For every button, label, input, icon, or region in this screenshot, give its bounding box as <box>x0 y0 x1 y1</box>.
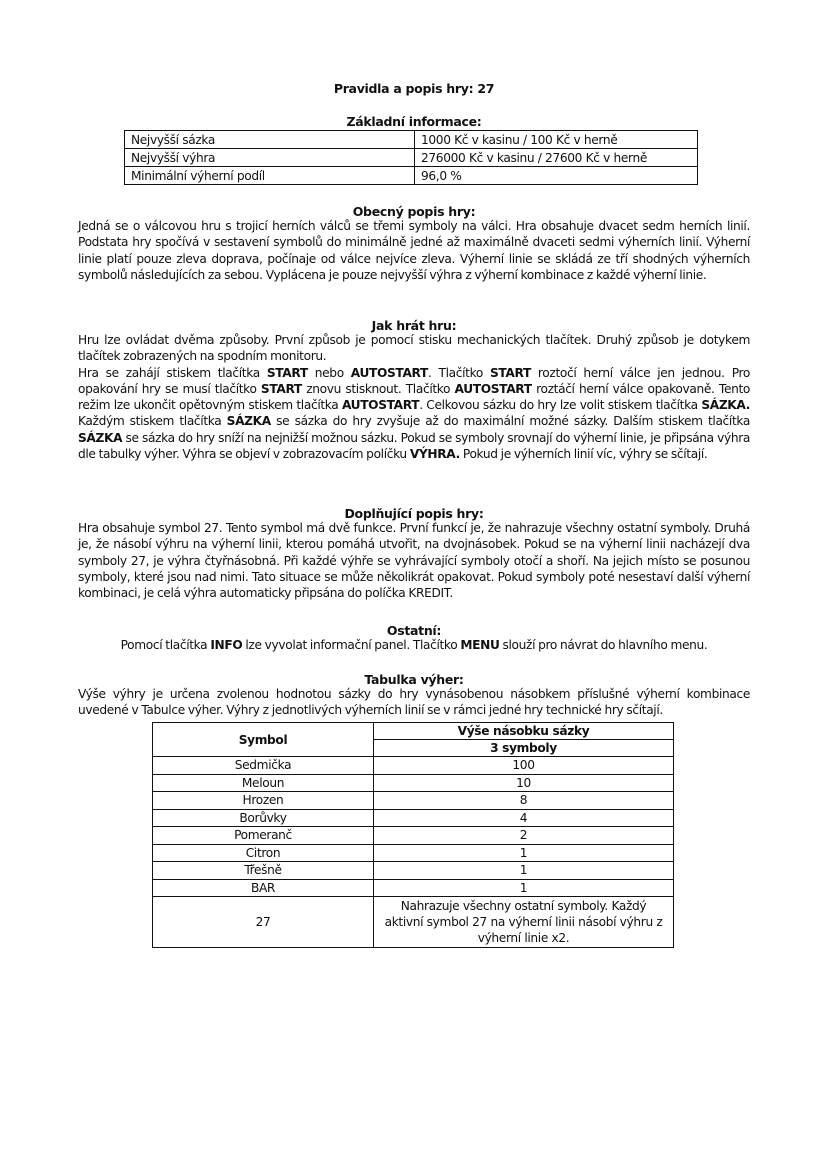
info-label: Nejvyšší sázka <box>125 131 415 149</box>
symbol-cell: Citron <box>153 844 374 862</box>
table-row <box>153 827 674 845</box>
value-cell: 1 <box>374 862 674 880</box>
value-cell: 8 <box>374 792 674 810</box>
symbol-cell: Sedmička <box>153 757 374 775</box>
info-label: Minimální výherní podíl <box>125 167 415 185</box>
basic-info-table <box>124 130 698 185</box>
how-to-play-text <box>78 332 750 462</box>
table-row <box>153 792 674 810</box>
symbol-cell: Meloun <box>153 774 374 792</box>
value-cell: 100 <box>374 757 674 775</box>
general-text: Jedná se o válcovou hru s trojicí herních válců se třemi symboly na válci. Hra obsahuje dvacet sedm herních linií. Podstata hry spočívá v sestavení symbolů do minimálně jedné až maximálně dvaceti sedmi výherních linií. Výherní linie platí pouze zleva doprava, počínaje od válce nejvíce zleva. Výherní linie se skládá ze tří shodných výherních symbolů následujících za sebou. Vyplácena je pouze nejvyšší výhra z výherní kombinace z každé výherní linie. <box>78 219 750 282</box>
info-value: 276000 Kč v kasinu / 27600 Kč v herně <box>415 149 698 167</box>
col-sub-header: 3 symboly <box>374 740 674 757</box>
table-row <box>125 131 698 149</box>
how-to-play-p2: Hra se zahájí stiskem tlačítka START nebo AUTOSTART. Tlačítko START roztočí herní válce jen jednou. Pro opakování hry se musí tlačítko START znovu stisknout. Tlačítko AUTOSTART roztáčí herní válce opakovaně. Tento režim lze ukončit opětovným stiskem tlačítka AUTOSTART. Celkovou sázku do hry lze volit stiskem tlačítka SÁZKA. Každým stiskem tlačítka SÁZKA se sázka do hry zvyšuje až do maximální možné sázky. Dalším stiskem tlačítka SÁZKA se sázka do hry sníží na nejnižší možnou sázku. Pokud se symboly srovnají do výherní linie, je připsána výhra dle tabulky výher. Výhra se objeví v zobrazovacím políčku VÝHRA. Pokud je výherních linií víc, výhry se sčítají. <box>78 365 751 462</box>
symbol-cell: Třešně <box>153 862 374 880</box>
additional-heading: Doplňující popis hry: <box>344 506 484 521</box>
info-label: Nejvyšší výhra <box>125 149 415 167</box>
value-cell: 4 <box>374 809 674 827</box>
other-heading: Ostatní: <box>386 623 442 638</box>
symbol-cell: Pomeranč <box>153 827 374 845</box>
general-heading: Obecný popis hry: <box>352 204 476 219</box>
basic-info-heading: Základní informace: <box>346 114 482 129</box>
table-row <box>153 809 674 827</box>
symbol-cell: Hrozen <box>153 792 374 810</box>
page-title: Pravidla a popis hry: 27 <box>333 81 495 96</box>
symbol-cell: 27 <box>153 897 374 948</box>
paytable-intro: Výše výhry je určena zvolenou hodnotou sázky do hry vynásobenou násobkem příslušné výherní kombinace uvedené v Tabulce výher. Výhry z jednotlivých výherních linií se v rámci jedné hry technické hry sčítají. <box>78 687 750 718</box>
how-to-play-p1: Hru lze ovládat dvěma způsoby. První způsob je pomocí stisku mechanických tlačítek. Druhý způsob je dotykem tlačítek zobrazených na spodním monitoru. <box>78 333 750 364</box>
symbol-cell: BAR <box>153 879 374 897</box>
table-row <box>153 844 674 862</box>
paytable-heading: Tabulka výher: <box>364 672 464 687</box>
value-cell: 1 <box>374 844 674 862</box>
value-cell: 10 <box>374 774 674 792</box>
info-value: 96,0 % <box>415 167 698 185</box>
value-cell: 1 <box>374 879 674 897</box>
table-row <box>125 167 698 185</box>
paytable <box>152 722 674 948</box>
col-symbol-header: Symbol <box>153 723 374 757</box>
other-text: Pomocí tlačítka INFO lze vyvolat informační panel. Tlačítko MENU slouží pro návrat do hlavního menu. <box>120 638 708 652</box>
table-row <box>153 879 674 897</box>
table-row <box>153 757 674 775</box>
how-to-play-heading: Jak hrát hru: <box>371 318 457 333</box>
symbol-cell: Borůvky <box>153 809 374 827</box>
table-row <box>125 149 698 167</box>
value-cell: 2 <box>374 827 674 845</box>
additional-text: Hra obsahuje symbol 27. Tento symbol má dvě funkce. První funkcí je, že nahrazuje všechny ostatní symboly. Druhá je, že násobí výhru na výherní linii, kterou pomáhá utvořit, na dvojnásobek. Pokud se na výherní linii nacházejí dva symboly 27, je výhra čtyřnásobná. Při každé výhře se vyhrávající symboly otočí a shoří. Na jejich místo se posunou symboly, které jsou nad nimi. Tato situace se může několikrát opakovat. Pokud symboly poté nesestaví další výherní kombinaci, je celá výhra automaticky připsána do políčka KREDIT. <box>78 521 750 601</box>
table-row <box>153 862 674 880</box>
table-row <box>153 774 674 792</box>
info-value: 1000 Kč v kasinu / 100 Kč v herně <box>415 131 698 149</box>
table-header-row <box>153 723 674 740</box>
col-multiplier-header: Výše násobku sázky <box>374 723 674 740</box>
table-row <box>153 897 674 948</box>
value-cell: Nahrazuje všechny ostatní symboly. Každý aktivní symbol 27 na výherní linii násobí výhru z výherní linie x2. <box>374 897 674 948</box>
